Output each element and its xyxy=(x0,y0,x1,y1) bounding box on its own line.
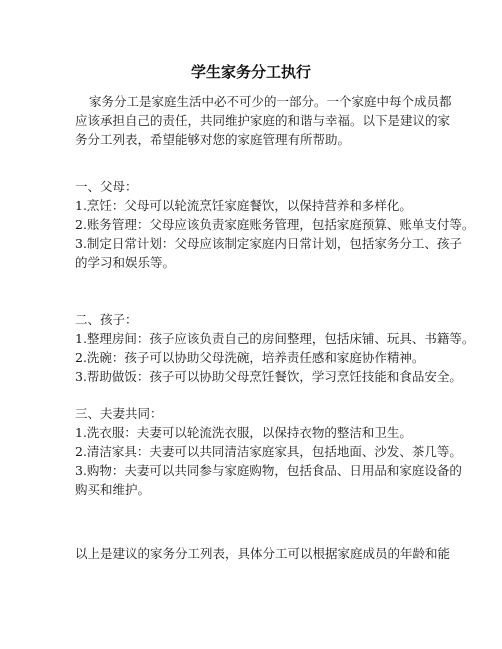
list-item: 1.洗衣服：夫妻可以轮流洗衣服，以保持衣物的整洁和卫生。 xyxy=(75,425,412,440)
list-item: 2.清洁家具：夫妻可以共同清洁家庭家具，包括地面、沙发、茶几等。 xyxy=(75,444,462,459)
section-children xyxy=(75,310,475,386)
intro-line: 务分工列表，希望能够对您的家庭管理有所帮助。 xyxy=(75,132,351,147)
intro-line: 家务分工是家庭生活中必不可少的一部分。一个家庭中每个成员都 xyxy=(89,94,452,109)
list-item-continuation: 的学习和娱乐等。 xyxy=(75,255,176,270)
list-item-continuation: 购买和维护。 xyxy=(75,482,151,497)
list-item: 2.洗碗：孩子可以协助父母洗碗，培养责任感和家庭协作精神。 xyxy=(75,350,425,365)
section-couple xyxy=(75,404,462,499)
section-heading: 二、孩子： xyxy=(75,312,138,327)
list-item: 3.制定日常计划：父母应该制定家庭内日常计划，包括家务分工、孩子 xyxy=(75,236,462,251)
list-item: 2.账务管理：父母应该负责家庭账务管理，包括家庭预算、账单支付等。 xyxy=(75,217,475,232)
list-item: 1.整理房间：孩子应该负责自己的房间整理，包括床铺、玩具、书籍等。 xyxy=(75,331,475,346)
section-heading: 一、父母： xyxy=(75,179,138,194)
intro-paragraph xyxy=(75,92,452,149)
section-heading: 三、夫妻共同： xyxy=(75,406,163,421)
intro-line: 应该承担自己的责任，共同维护家庭的和谐与幸福。以下是建议的家 xyxy=(75,113,451,128)
list-item: 3.购物：夫妻可以共同参与家庭购物，包括食品、日用品和家庭设备的 xyxy=(75,463,462,478)
list-item: 3.帮助做饭：孩子可以协助父母烹饪餐饮，学习烹饪技能和食品安全。 xyxy=(75,369,462,384)
conclusion-paragraph: 以上是建议的家务分工列表，具体分工可以根据家庭成员的年龄和能 xyxy=(75,546,451,561)
section-parents xyxy=(75,177,475,272)
page-title: 学生家务分工执行 xyxy=(190,63,311,81)
list-item: 1.烹饪：父母可以轮流烹饪家庭餐饮，以保持营养和多样化。 xyxy=(75,198,412,213)
